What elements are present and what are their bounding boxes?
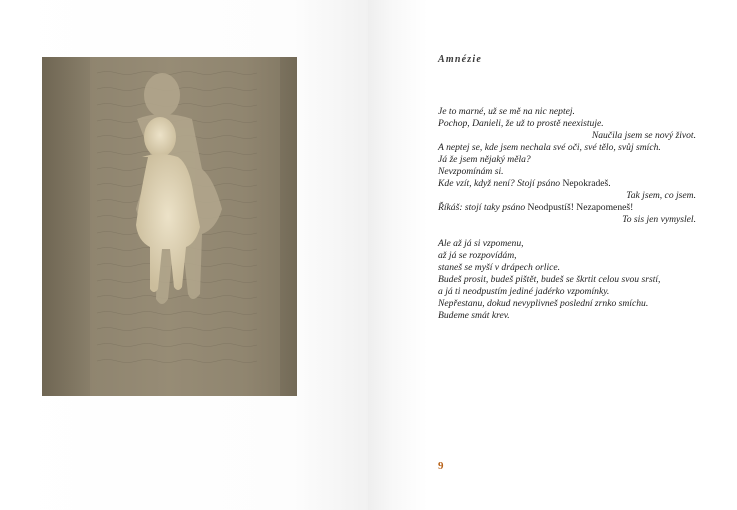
poem-line: Říkáš: stojí taky psáno Neodpustíš! Nezapomeneš! xyxy=(438,202,634,213)
poem-line: A neptej se, kde jsem nechala své oči, své tělo, svůj smích. xyxy=(438,142,661,153)
poem-line: Tak jsem, co jsem. xyxy=(626,190,696,201)
figure-silhouette-illustration xyxy=(42,57,297,396)
poem-body xyxy=(438,106,696,334)
poem-line: Nevzpomínám si. xyxy=(438,166,504,177)
poem-line: Budeš prosit, budeš pištět, budeš se škrtit celou svou srstí, xyxy=(438,274,661,285)
poem-line: Ale až já si vzpomenu, xyxy=(438,238,524,249)
poem-line: Je to marné, už se mě na nic neptej. xyxy=(438,106,575,117)
poem-line: Kde vzít, když není? Stojí psáno Nepokradeš. xyxy=(438,178,611,189)
upright-phrase: Neodpustíš! Nezapomeneš! xyxy=(527,202,634,213)
stanza xyxy=(438,106,696,226)
left-page xyxy=(0,0,368,510)
poem-line: Já že jsem nějaký měla? xyxy=(438,154,531,165)
poem-line: Nepřestanu, dokud nevyplivneš poslední zrnko smíchu. xyxy=(438,298,649,309)
stanza xyxy=(438,238,696,322)
poem-line: až já se rozpovídám, xyxy=(438,250,517,261)
page-number: 9 xyxy=(438,460,444,472)
poem-line: Budeme smát krev. xyxy=(438,310,510,321)
poem-line: Naučila jsem se nový život. xyxy=(591,130,696,141)
poem-line: To sis jen vymyslel. xyxy=(622,214,696,225)
poem-line: Pochop, Danieli, že už to prostě neexistuje. xyxy=(438,118,604,129)
poem-title: Amnézie xyxy=(438,54,482,65)
poem-line: a já ti neodpustím jediné jadérko vzpomínky. xyxy=(438,286,610,297)
upright-phrase: Nepokradeš. xyxy=(562,178,611,189)
poem-line: staneš se myší v drápech orlice. xyxy=(438,262,561,273)
artwork-image xyxy=(42,57,297,396)
